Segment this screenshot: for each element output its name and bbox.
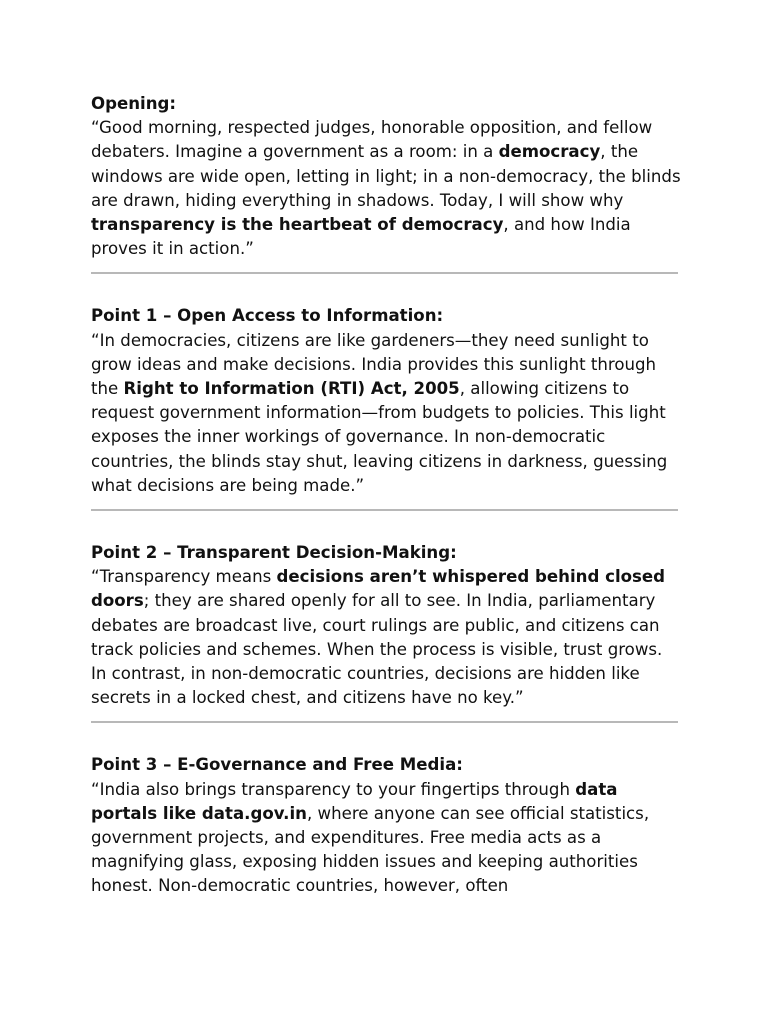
document-page <box>91 92 681 899</box>
bold-run: Right to Information (RTI) Act, 2005 <box>123 379 460 399</box>
section-point-1 <box>91 304 681 498</box>
section-paragraph <box>91 329 681 498</box>
text-run: ; they are shared openly for all to see. In India, parliamentary debates are broadcast live, court rulings are public, and citizens can track policies and schemes. When the process is visible, trust grows. In contrast, in non-democratic countries, decisions are hidden like secrets in a locked chest, and citizens have no key.” <box>91 591 663 708</box>
text-run: , where anyone can see official statistics, government projects, and expenditures. Free media acts as a magnifying glass, exposing hidden issues and keeping authorities honest. Non-democratic countries, however, often <box>91 803 650 896</box>
bold-run: data portals like data.gov.in <box>91 779 618 823</box>
text-run: , and how India proves it in action.” <box>91 215 631 259</box>
section-heading: Point 3 – E-Governance and Free Media: <box>91 755 463 775</box>
text-run: “India also brings transparency to your fingertips through <box>91 779 576 799</box>
section-heading: Opening: <box>91 94 177 113</box>
section-paragraph <box>91 778 681 899</box>
bold-run: transparency is the heartbeat of democracy <box>91 215 504 235</box>
section-heading: Point 2 – Transparent Decision-Making: <box>91 543 457 563</box>
section-paragraph <box>91 116 681 261</box>
text-run: “Good morning, respected judges, honorable opposition, and fellow debaters. Imagine a government as a room: in a <box>91 118 653 162</box>
section-heading: Point 1 – Open Access to Information: <box>91 306 444 326</box>
bold-run: democracy <box>498 142 601 162</box>
text-run: “Transparency means <box>91 567 277 587</box>
text-run: “In democracies, citizens are like gardeners—they need sunlight to grow ideas and make decisions. India provides this sunlight through the <box>91 330 657 399</box>
section-point-3 <box>91 753 681 898</box>
section-paragraph <box>91 565 681 710</box>
spacer <box>91 511 681 541</box>
text-run: , allowing citizens to request government information—from budgets to policies. This light exposes the inner workings of governance. In non-democratic countries, the blinds stay shut, leaving citizens in darkness, guessing what decisions are being made.” <box>91 379 668 495</box>
spacer <box>91 274 681 304</box>
spacer <box>91 723 681 753</box>
section-point-2 <box>91 541 681 710</box>
bold-run: decisions aren’t whispered behind closed doors <box>91 567 666 611</box>
text-run: , the windows are wide open, letting in light; in a non-democracy, the blinds are drawn, hiding everything in shadows. Today, I will show why <box>91 142 681 210</box>
section-opening <box>91 92 681 261</box>
